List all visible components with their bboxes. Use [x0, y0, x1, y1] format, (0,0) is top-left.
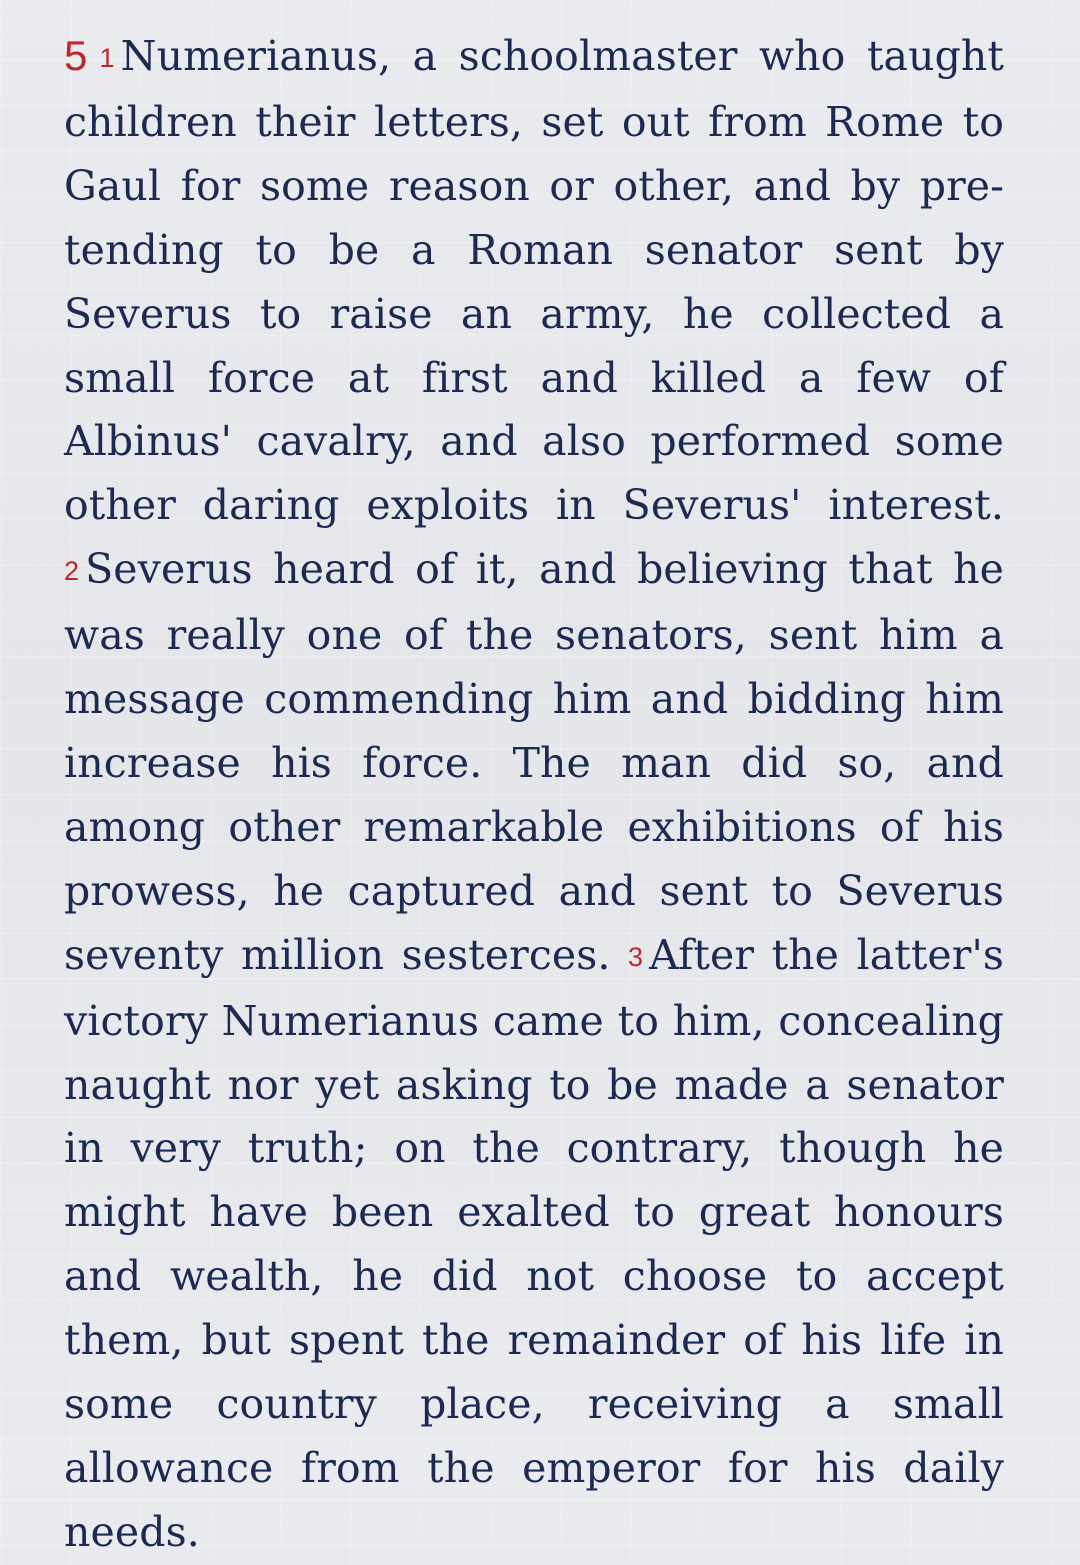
section-number-2: 2	[64, 556, 80, 587]
section-text-3: After the latter's victory Numerianus came to him, concealing naught nor yet asking to be made a senator in very truth; on the contrary, though he might have been exalted to great honours and wealth, he did not choose to accept them, but spent the remainder of his life in some country place, receiving a small allowance from the emperor for his daily needs.	[64, 930, 1004, 1556]
section-number-3: 3	[628, 941, 644, 972]
section-text-1: Numerianus, a schoolmaster who taught children their letters, set out from Rome to Gaul for some reason or other, and by pretending to be a Roman senator sent by Severus to raise an army, he collected a small force at first and killed a few of Albinus' cavalry, and also performed some other daring exploits in Severus' interest.	[64, 32, 1004, 530]
chapter-number: 5	[64, 32, 88, 79]
chapter-paragraph	[64, 24, 1004, 1565]
reading-page	[64, 24, 1004, 1565]
section-number-1: 1	[99, 43, 115, 73]
section-text-2: Severus heard of it, and believing that he was really one of the senators, sent him a message commending him and bidding him increase his force. The man did so, and among other remarkable exhibitions of his prowess, he captured and sent to Severus seventy million sesterces.	[64, 545, 1004, 979]
